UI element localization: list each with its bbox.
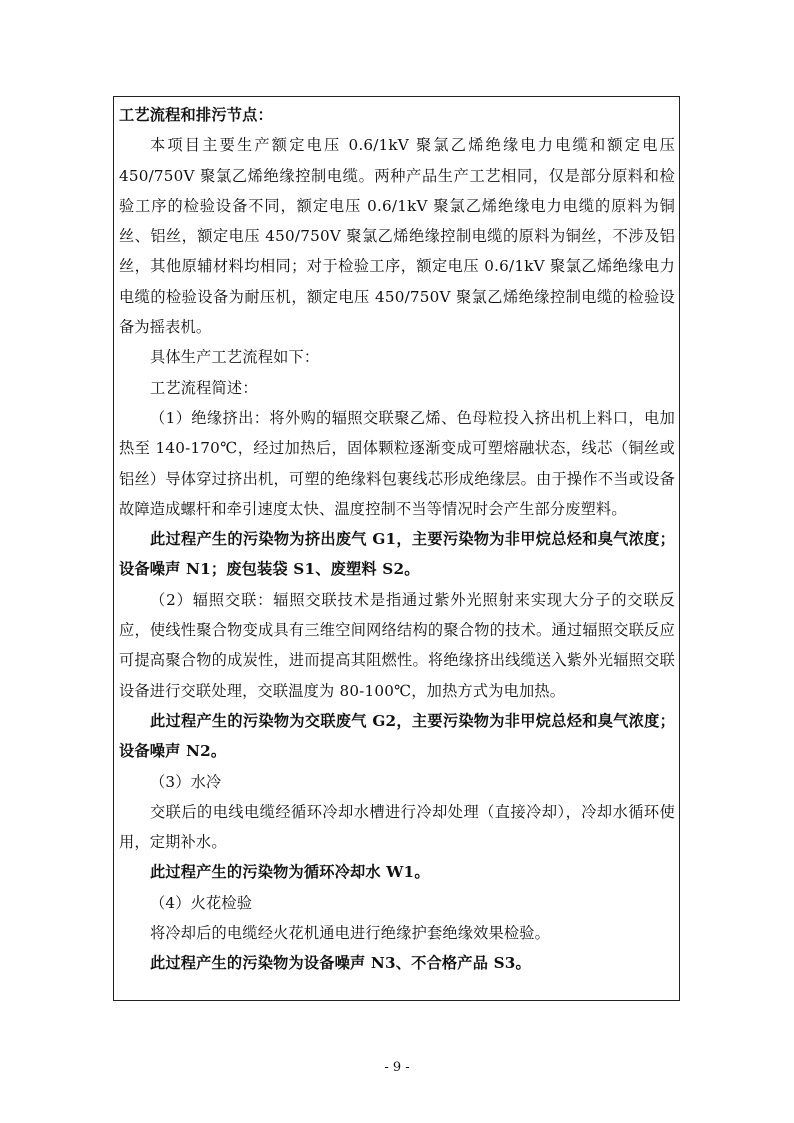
section-heading: 工艺流程和排污节点：: [119, 106, 273, 124]
paragraph-step2-pollutants: 此过程产生的污染物为交联废气 G2，主要污染物为非甲烷总烃和臭气浓度；设备噪声 N2。: [119, 711, 675, 761]
paragraph-step4-spark-test: 将冷却后的电缆经火花机通电进行绝缘护套绝缘效果检验。: [150, 924, 551, 943]
paragraph-process-intro: 具体生产工艺流程如下：: [150, 348, 320, 367]
paragraph-step1-extrusion: （1）绝缘挤出：将外购的辐照交联聚乙烯、色母粒投入挤出机上料口，电加热至 140-170℃，经过加热后，固体颗粒逐渐变成可塑熔融状态，线芯（铜丝或铝丝）导体穿过挤出机，可塑的绝缘料包裹线芯形成绝缘层。由于操作不当或设备故障造成螺杆和牵引速度太快、温度控制不当等情况时会产生部分废塑料。: [119, 408, 675, 518]
paragraph-process-summary-title: 工艺流程简述：: [150, 378, 258, 397]
document-body: [119, 100, 675, 979]
paragraph-step2-crosslinking: （2）辐照交联：辐照交联技术是指通过紫外光照射来实现大分子的交联反应，使线性聚合物变成具有三维空间网络结构的聚合物的技术。通过辐照交联反应可提高聚合物的成炭性，进而提高其阻燃性。将绝缘挤出线缆送入紫外光辐照交联设备进行交联处理，交联温度为 80-100℃，加热方式为电加热。: [119, 590, 675, 700]
paragraph-step3-title: （3）水冷: [150, 772, 222, 791]
page-number: - 9 -: [384, 1060, 410, 1075]
paragraph-product-overview: 本项目主要生产额定电压 0.6/1kV 聚氯乙烯绝缘电力电缆和额定电压 450/750V 聚氯乙烯绝缘控制电缆。两种产品生产工艺相同，仅是部分原料和检验工序的检验设备不同，额定电压 0.6/1kV 聚氯乙烯绝缘电力电缆的原料为铜丝、铝丝，额定电压 450/750V 聚氯乙烯绝缘控制电缆的原料为铜丝，不涉及铝丝，其他原辅材料均相同；对于检验工序，额定电压 0.6/1kV 聚氯乙烯绝缘电力电缆的检验设备为耐压机，额定电压 450/750V 聚氯乙烯绝缘控制电缆的检验设备为摇表机。: [119, 136, 675, 337]
paragraph-step1-pollutants: 此过程产生的污染物为挤出废气 G1，主要污染物为非甲烷总烃和臭气浓度；设备噪声 N1；废包装袋 S1、废塑料 S2。: [119, 530, 675, 579]
paragraph-step3-water-cooling: 交联后的电线电缆经循环冷却水槽进行冷却处理（直接冷却），冷却水循环使用，定期补水。: [119, 802, 675, 852]
paragraph-step3-pollutants: 此过程产生的污染物为循环冷却水 W1。: [150, 863, 430, 882]
paragraph-step4-pollutants: 此过程产生的污染物为设备噪声 N3、不合格产品 S3。: [150, 954, 531, 973]
paragraph-step4-title: （4）火花检验: [150, 893, 253, 912]
